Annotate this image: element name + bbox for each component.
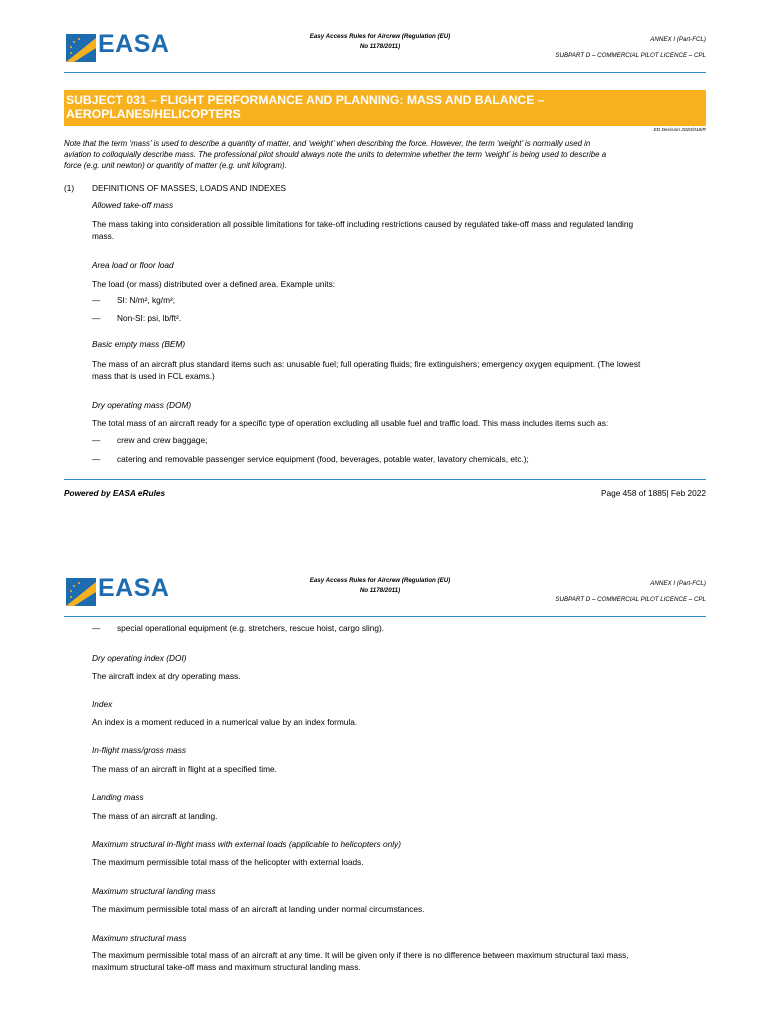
- term-title: Dry operating mass (DOM): [92, 400, 192, 410]
- page-footer: [64, 479, 706, 498]
- list-dash: —: [92, 313, 101, 323]
- ed-decision: ED Decision 2020/018/R: [653, 128, 706, 133]
- easa-logo: [64, 30, 170, 66]
- term-definition: The mass taking into consideration all possible limitations for take-off including restrictions caused by regulated take-off mass and regulated landing mass.: [92, 219, 634, 241]
- term-title: Maximum structural in-flight mass with external loads (applicable to helicopters only): [92, 839, 401, 849]
- logo-text: EASA: [98, 30, 170, 58]
- term-title: Area load or floor load: [92, 260, 174, 270]
- list-item: special operational equipment (e.g. stretchers, rescue hoist, cargo sling).: [117, 623, 385, 633]
- list-dash: —: [92, 435, 101, 445]
- list-dash: —: [92, 623, 101, 633]
- list-dash: —: [92, 295, 101, 305]
- easa-logo: [64, 574, 170, 610]
- footer-powered-by: Powered by EASA eRules: [64, 488, 166, 498]
- logo-text: EASA: [98, 574, 170, 602]
- header-title: Easy Access Rules for Aircrew (Regulation (EU) No 1178/2011): [309, 33, 451, 50]
- footer-page-number: Page 458 of 1885| Feb 2022: [600, 488, 706, 498]
- term-title: In-flight mass/gross mass: [92, 745, 187, 755]
- document-page-2: [0, 555, 768, 1024]
- list-item: Non-SI: psi, lb/ft².: [117, 313, 182, 323]
- easa-logo-icon: [66, 34, 96, 62]
- list-item: SI: N/m², kg/m²;: [117, 295, 176, 305]
- term-title: Allowed take-off mass: [92, 200, 174, 210]
- section-heading: (1) DEFINITIONS OF MASSES, LOADS AND INDEXES: [64, 183, 287, 193]
- subject-banner: SUBJECT 031 – FLIGHT PERFORMANCE AND PLANNING: MASS AND BALANCE – AEROPLANES/HELICOPTERS: [64, 90, 706, 126]
- term-definition: The maximum permissible total mass of an aircraft at any time. It will be given only if there is no difference between maximum structural taxi mass, maximum structural take-off mass and maximum structural landing mass.: [92, 950, 629, 972]
- term-definition: The mass of an aircraft at landing.: [92, 811, 218, 821]
- note-paragraph: Note that the term ‘mass’ is used to describe a quantity of matter, and ‘weight’ when describing the force. However, the term ‘weight’ is normally used in aviation to colloquially describe mass. The professional pilot should always note the units to determine whether the term ‘weight’ is being used to describe a force (e.g. unit newton) or quantity of matter (e.g. unit kilogram).: [64, 139, 607, 170]
- header-annex: ANNEX I (Part-FCL) SUBPART D – COMMERCIAL PILOT LICENCE – CPL: [555, 36, 706, 59]
- term-definition: The total mass of an aircraft ready for a specific type of operation excluding all usable fuel and traffic load. This mass includes items such as:: [92, 418, 609, 428]
- list-item: crew and crew baggage;: [117, 435, 208, 445]
- term-title: Basic empty mass (BEM): [92, 339, 186, 349]
- list-dash: —: [92, 454, 101, 464]
- term-definition: The mass of an aircraft plus standard items such as: unusable fuel; full operating fluids; fire extinguishers; emergency oxygen equipment. (The lowest mass that is used in FCL exams.): [92, 359, 641, 381]
- term-title: Index: [92, 699, 113, 709]
- term-title: Dry operating index (DOI): [92, 653, 187, 663]
- list-item: catering and removable passenger service equipment (food, beverages, potable water, lavatory chemicals, etc.);: [117, 454, 529, 464]
- term-definition: The aircraft index at dry operating mass.: [92, 671, 241, 681]
- term-definition: The maximum permissible total mass of the helicopter with external loads.: [92, 857, 364, 867]
- term-title: Maximum structural landing mass: [92, 886, 216, 896]
- term-definition: The maximum permissible total mass of an aircraft at landing under normal circumstances.: [92, 904, 425, 914]
- term-title: Maximum structural mass: [92, 933, 187, 943]
- page-header: [64, 572, 706, 617]
- header-title: Easy Access Rules for Aircrew (Regulation (EU) No 1178/2011): [309, 577, 451, 594]
- term-definition: An index is a moment reduced in a numerical value by an index formula.: [92, 717, 358, 727]
- term-definition: The load (or mass) distributed over a defined area. Example units:: [92, 279, 336, 289]
- easa-logo-icon: [66, 578, 96, 606]
- header-annex: ANNEX I (Part-FCL) SUBPART D – COMMERCIAL PILOT LICENCE – CPL: [555, 580, 706, 603]
- page-header: [64, 28, 706, 73]
- term-definition: The mass of an aircraft in flight at a specified time.: [92, 764, 277, 774]
- term-title: Landing mass: [92, 792, 144, 802]
